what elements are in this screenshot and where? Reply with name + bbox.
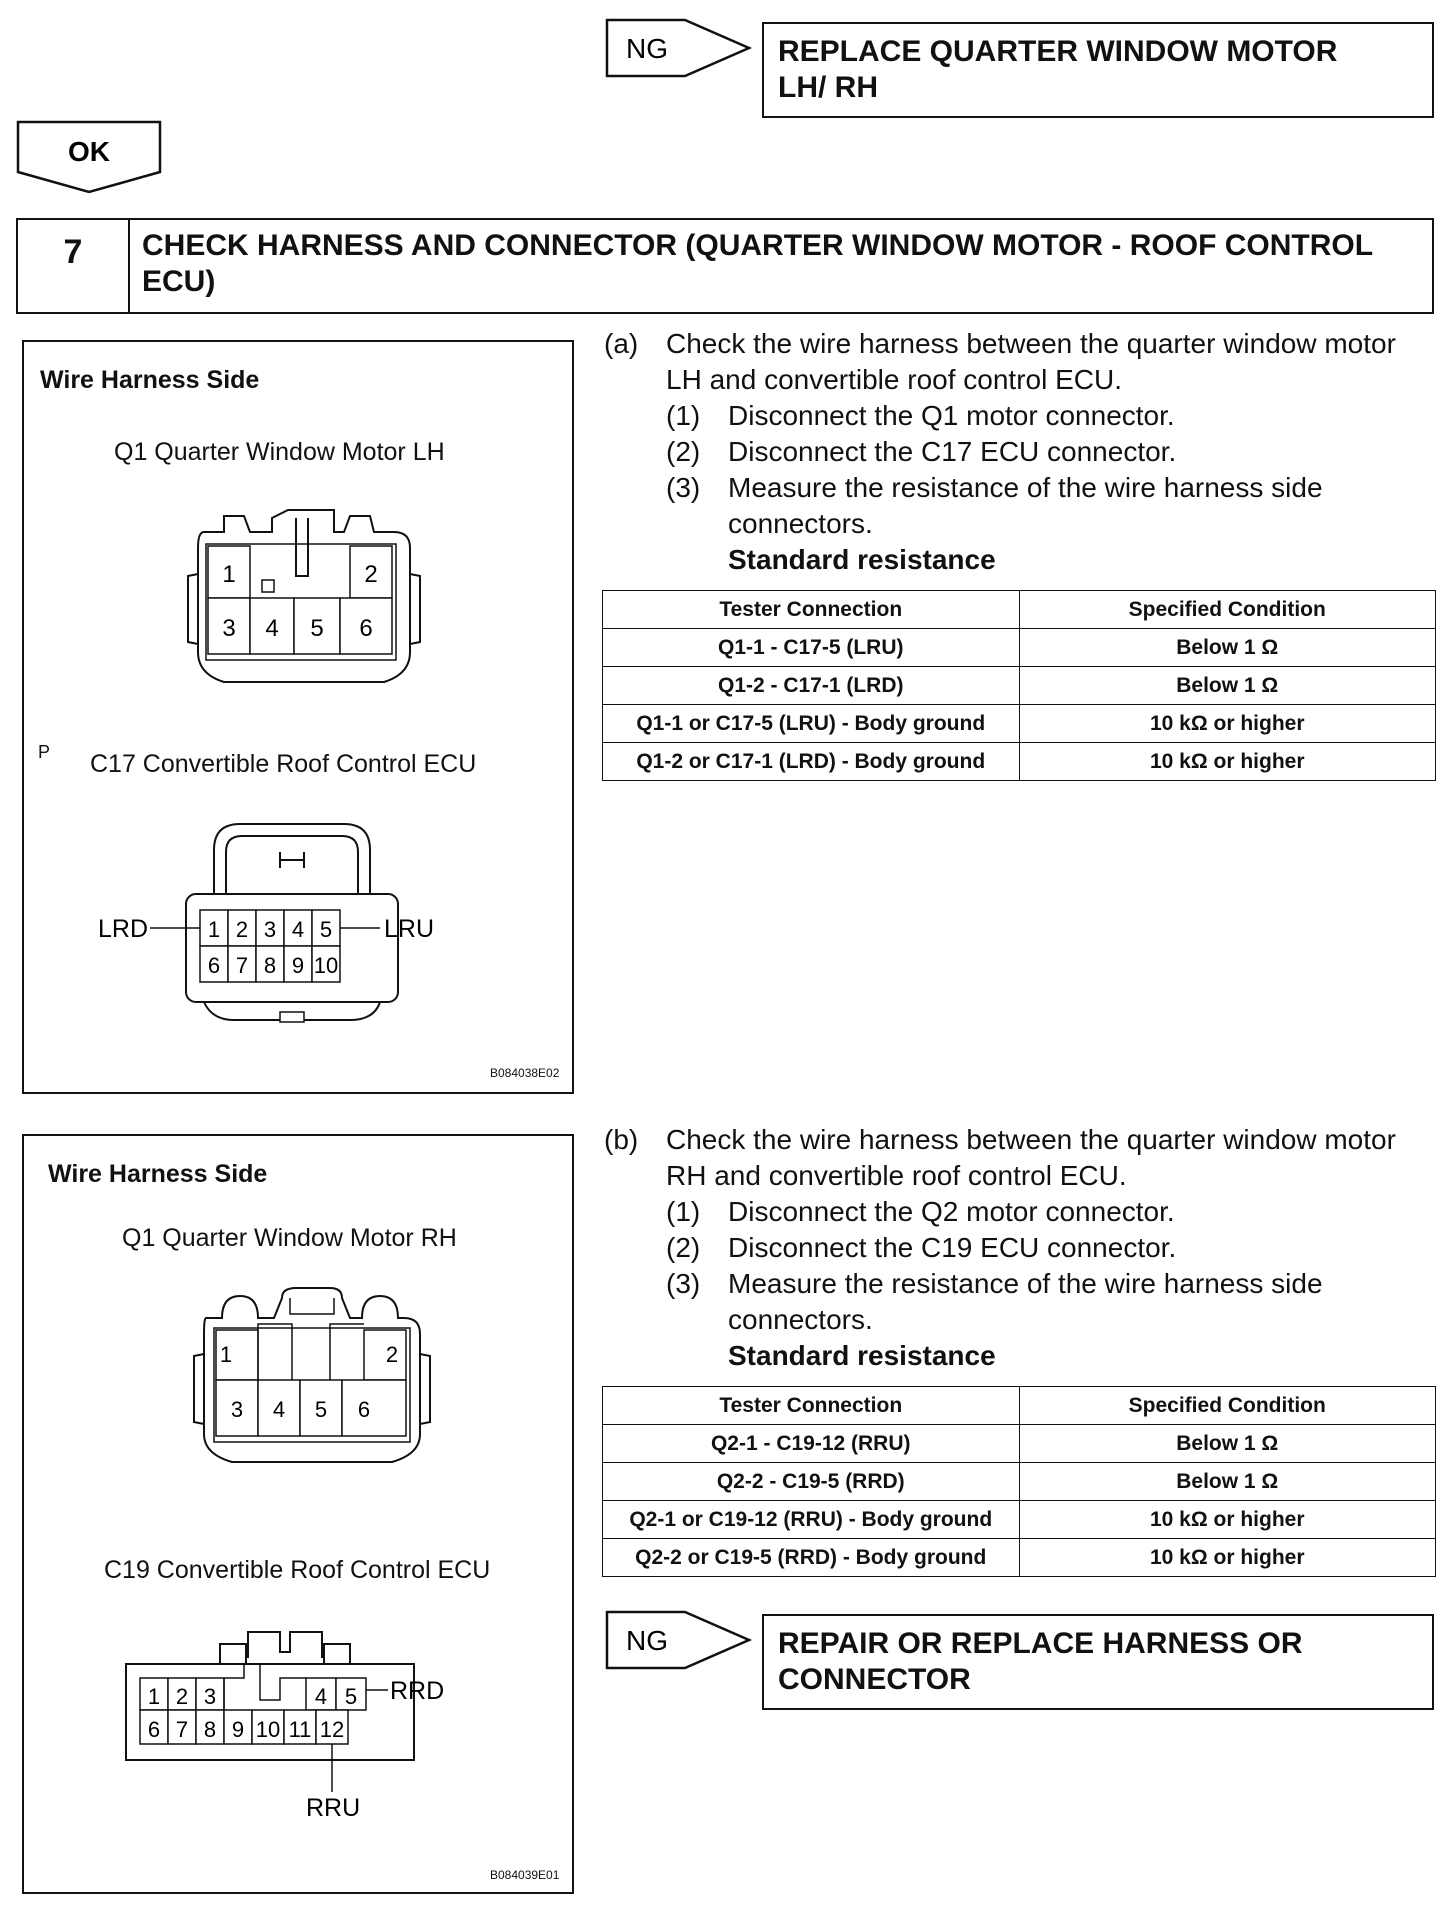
section-b-label: (b) (604, 1124, 639, 1155)
table-header: Tester Connection (603, 591, 1020, 629)
step-title: CHECK HARNESS AND CONNECTOR (QUARTER WINDOW MOTOR - ROOF CONTROL ECU) (142, 229, 1373, 298)
c19-pin-1: 1 (147, 1684, 161, 1709)
q1-lh-pin-5: 5 (310, 615, 324, 642)
section-b-step-3-text: Measure the resistance of the wire harness side connectors. (728, 1268, 1323, 1335)
section-a-step-1-num: (1) (666, 400, 701, 431)
table-cell: Below 1 Ω (1019, 667, 1436, 705)
table-header-row (603, 1387, 1436, 1425)
c17-pin-1: 1 (207, 917, 221, 942)
c17-pin-8: 8 (263, 953, 277, 978)
ng-action-text-bottom: REPAIR OR REPLACE HARNESS OR CONNECTOR (778, 1627, 1303, 1696)
table-row (603, 1501, 1436, 1539)
c19-pin-2: 2 (175, 1684, 189, 1709)
q1-rh-connector (192, 1284, 452, 1484)
c17-pin-7: 7 (235, 953, 249, 978)
table-cell: 10 kΩ or higher (1019, 743, 1436, 781)
table-cell: Q1-1 or C17-5 (LRU) - Body ground (603, 705, 1020, 743)
table-header: Specified Condition (1019, 1387, 1436, 1425)
section-b-step-1-num: (1) (666, 1196, 701, 1227)
section-a-step-3-num: (3) (666, 472, 701, 503)
q1-lh-connector (184, 504, 444, 704)
ng-label-top: NG (626, 33, 668, 64)
figure-2-connector-1-label: Q1 Quarter Window Motor RH (122, 1224, 457, 1252)
ng-action-text-top: REPLACE QUARTER WINDOW MOTOR LH/ RH (778, 35, 1338, 104)
c19-pin-11: 11 (288, 1717, 312, 1742)
q1-rh-pin-4: 4 (272, 1397, 286, 1422)
table-cell: 10 kΩ or higher (1019, 1501, 1436, 1539)
table-cell: Q2-1 - C19-12 (RRU) (603, 1425, 1020, 1463)
table-cell: Q1-2 - C17-1 (LRD) (603, 667, 1020, 705)
c19-pin-4: 4 (314, 1684, 328, 1709)
figure-1-id: B084038E02 (490, 1066, 560, 1080)
table-row (603, 1425, 1436, 1463)
c19-pin-12: 12 (319, 1717, 345, 1742)
section-a-text: Check the wire harness between the quarter window motor LH and convertible roof control ECU. (666, 328, 1396, 395)
q1-rh-pin-1: 1 (219, 1342, 233, 1367)
c19-pin-5: 5 (344, 1684, 358, 1709)
section-b-step-2-num: (2) (666, 1232, 701, 1263)
figure-1-marker: P (38, 742, 51, 762)
section-b-std-label: Standard resistance (728, 1340, 996, 1371)
figure-1-connector-1-label: Q1 Quarter Window Motor LH (114, 438, 445, 466)
q1-lh-pin-3: 3 (222, 615, 236, 642)
section-a-step-3-text: Measure the resistance of the wire harness side connectors. (728, 472, 1323, 539)
table-cell: Q1-2 or C17-1 (LRD) - Body ground (603, 743, 1020, 781)
ng-action-box-bottom (762, 1614, 1434, 1710)
table-row (603, 1539, 1436, 1577)
c17-pin-6: 6 (207, 953, 221, 978)
table-header: Tester Connection (603, 1387, 1020, 1425)
c19-pin-9: 9 (231, 1717, 245, 1742)
section-a-step-2-num: (2) (666, 436, 701, 467)
ok-label: OK (68, 136, 110, 167)
ok-arrow (16, 120, 166, 196)
section-b-step-2-text: Disconnect the C19 ECU connector. (728, 1232, 1177, 1263)
figure-1-title: Wire Harness Side (40, 366, 260, 394)
figure-1-connector-2-label: C17 Convertible Roof Control ECU (90, 750, 477, 778)
table-cell: Q2-2 or C19-5 (RRD) - Body ground (603, 1539, 1020, 1577)
figure-2-connector-2-label: C19 Convertible Roof Control ECU (104, 1556, 491, 1584)
rru-label: RRU (306, 1794, 361, 1822)
c17-pin-9: 9 (291, 953, 305, 978)
c17-connector (94, 802, 494, 1052)
table-row (603, 667, 1436, 705)
lrd-label: LRD (98, 915, 149, 943)
table-header: Specified Condition (1019, 591, 1436, 629)
c19-pin-6: 6 (147, 1717, 161, 1742)
table-row (603, 743, 1436, 781)
q1-rh-pin-6: 6 (357, 1397, 371, 1422)
q1-lh-pin-2: 2 (364, 561, 378, 588)
table-cell: 10 kΩ or higher (1019, 705, 1436, 743)
table-header-row (603, 591, 1436, 629)
step-number-cell (18, 220, 130, 312)
c19-pin-10: 10 (255, 1717, 281, 1742)
c19-pin-7: 7 (175, 1717, 189, 1742)
table-cell: Below 1 Ω (1019, 629, 1436, 667)
table-cell: Below 1 Ω (1019, 1425, 1436, 1463)
section-b-text: Check the wire harness between the quarter window motor RH and convertible roof control ECU. (666, 1124, 1396, 1191)
figure-1 (22, 340, 574, 1094)
section-a-table (602, 590, 1436, 781)
step-number: 7 (63, 233, 83, 271)
ng-arrow-bottom (605, 1610, 755, 1672)
step-header (16, 218, 1434, 314)
figure-2-title: Wire Harness Side (48, 1160, 268, 1188)
c19-connector (84, 1624, 504, 1824)
c17-pin-10: 10 (313, 953, 339, 978)
c17-pin-2: 2 (235, 917, 249, 942)
section-a-step-1-text: Disconnect the Q1 motor connector. (728, 400, 1175, 431)
section-a-label: (a) (604, 328, 639, 359)
q1-rh-pin-5: 5 (314, 1397, 328, 1422)
lru-label: LRU (384, 915, 435, 943)
table-cell: Q1-1 - C17-5 (LRU) (603, 629, 1020, 667)
ng-label-bottom: NG (626, 1625, 668, 1656)
figure-2-id: B084039E01 (490, 1868, 560, 1882)
rrd-label: RRD (390, 1677, 445, 1705)
c19-pin-8: 8 (203, 1717, 217, 1742)
section-a-step-2-text: Disconnect the C17 ECU connector. (728, 436, 1177, 467)
c17-pin-3: 3 (263, 917, 277, 942)
table-row (603, 629, 1436, 667)
q1-lh-pin-1: 1 (222, 561, 236, 588)
table-row (603, 705, 1436, 743)
c17-pin-5: 5 (319, 917, 333, 942)
section-b-step-3-num: (3) (666, 1268, 701, 1299)
table-cell: Q2-1 or C19-12 (RRU) - Body ground (603, 1501, 1020, 1539)
ng-action-box-top (762, 22, 1434, 118)
q1-rh-pin-3: 3 (230, 1397, 244, 1422)
ng-arrow-top (605, 18, 755, 80)
section-a-std-label: Standard resistance (728, 544, 996, 575)
c17-pin-4: 4 (291, 917, 305, 942)
table-cell: 10 kΩ or higher (1019, 1539, 1436, 1577)
q1-rh-pin-2: 2 (385, 1342, 399, 1367)
section-b-table (602, 1386, 1436, 1577)
section-b-step-1-text: Disconnect the Q2 motor connector. (728, 1196, 1175, 1227)
table-cell: Q2-2 - C19-5 (RRD) (603, 1463, 1020, 1501)
figure-2 (22, 1134, 574, 1894)
c19-pin-3: 3 (203, 1684, 217, 1709)
q1-lh-pin-6: 6 (359, 615, 373, 642)
q1-lh-pin-4: 4 (265, 615, 279, 642)
table-cell: Below 1 Ω (1019, 1463, 1436, 1501)
table-row (603, 1463, 1436, 1501)
